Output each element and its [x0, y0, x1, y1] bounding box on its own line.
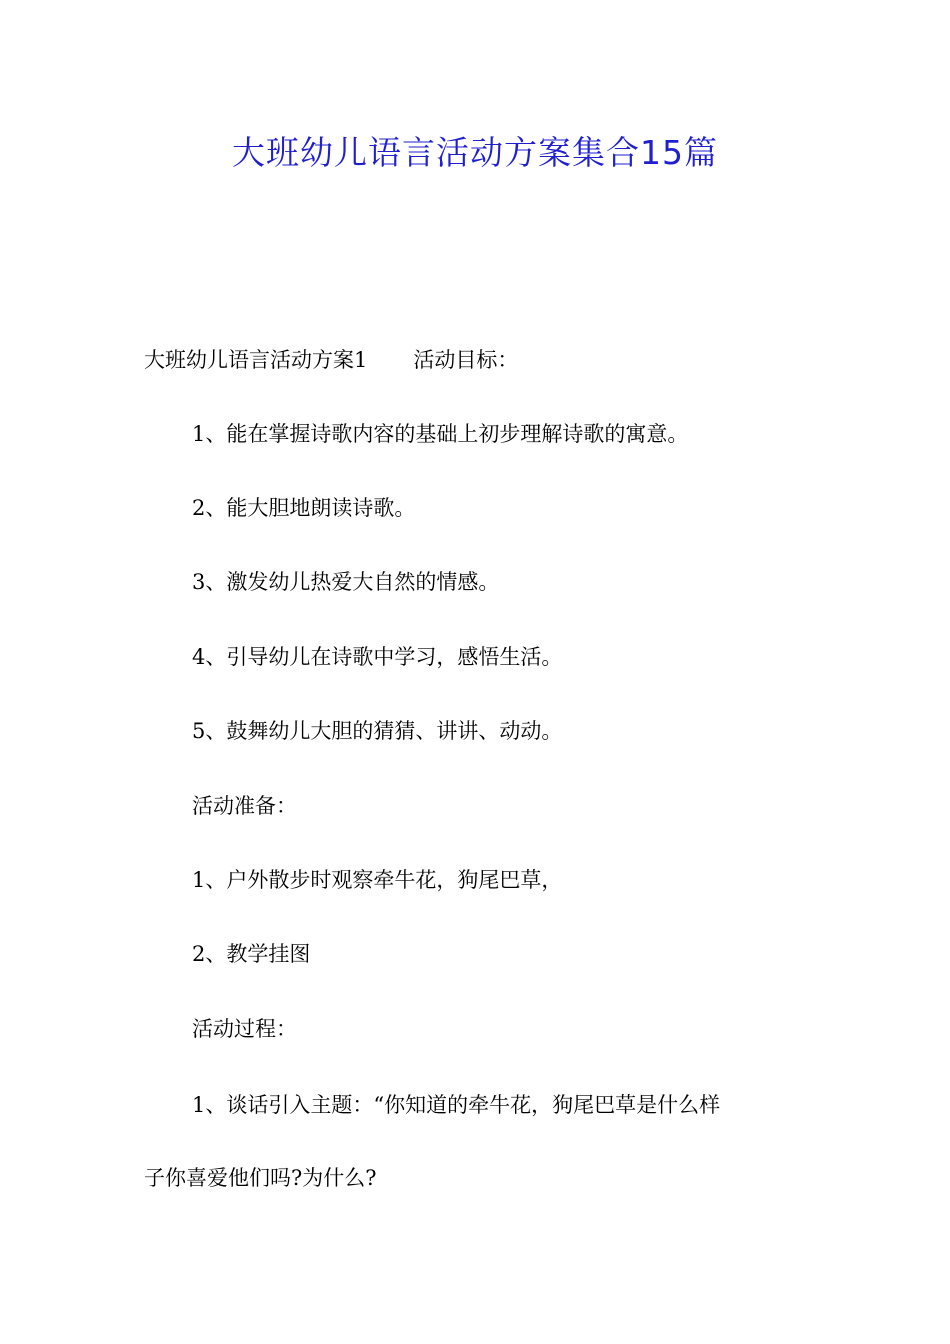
preparation-item: 2、教学挂图 [192, 942, 311, 966]
goal-item: 1、能在掌握诗歌内容的基础上初步理解诗歌的寓意。 [192, 422, 689, 446]
section-heading-line [144, 345, 518, 375]
goals-label: 活动目标： [413, 348, 519, 372]
goal-item: 5、鼓舞幼儿大胆的猜猜、讲讲、动动。 [192, 719, 563, 743]
process-item-line: 1、谈话引入主题：“你知道的牵牛花，狗尾巴草是什么样 [192, 1093, 721, 1117]
section-heading: 大班幼儿语言活动方案1 [144, 348, 368, 372]
goal-item: 2、能大胆地朗读诗歌。 [192, 496, 416, 520]
process-item-continuation: 子你喜爱他们吗?为什么? [144, 1166, 377, 1190]
goal-item: 4、引导幼儿在诗歌中学习，感悟生活。 [192, 645, 563, 669]
document-title: 大班幼儿语言活动方案集合15篇 [232, 133, 718, 172]
process-label: 活动过程： [192, 1017, 297, 1041]
preparation-item: 1、户外散步时观察牵牛花，狗尾巴草， [192, 868, 563, 892]
preparation-label: 活动准备： [192, 794, 297, 818]
goal-item: 3、激发幼儿热爱大自然的情感。 [192, 570, 500, 594]
